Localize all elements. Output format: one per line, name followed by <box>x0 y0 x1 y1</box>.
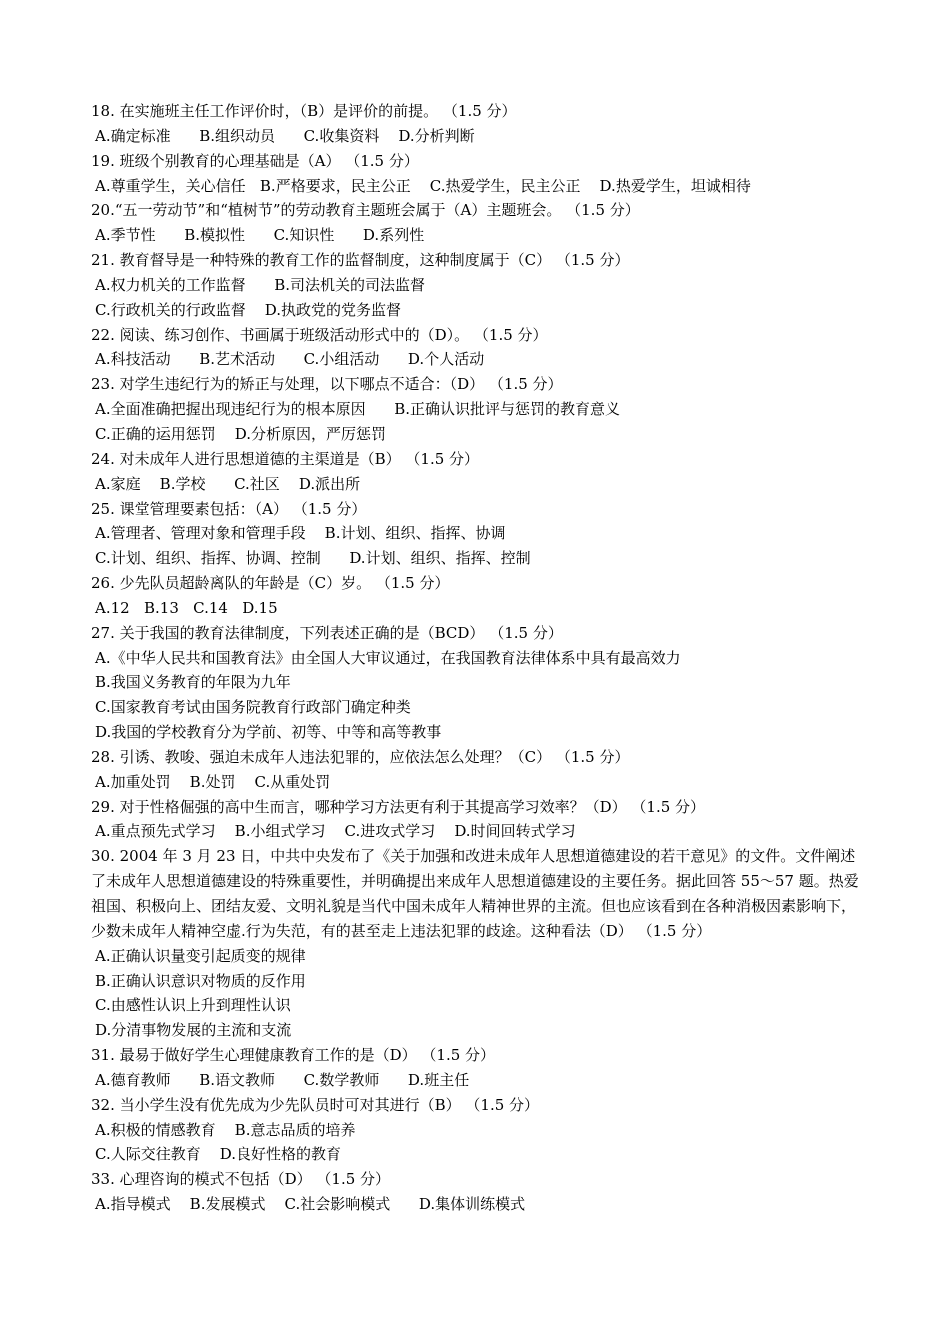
answer-options: A.确定标准 B.组织动员 C.收集资料 D.分析判断 <box>95 126 475 145</box>
question-text: 27. 关于我国的教育法律制度，下列表述正确的是（BCD） （1.5 分） <box>91 623 563 642</box>
question-text: 31. 最易于做好学生心理健康教育工作的是（D） （1.5 分） <box>91 1046 496 1065</box>
answer-options: D.我国的学校教育分为学前、初等、中等和高等教事 <box>95 723 442 742</box>
question-text: 33. 心理咨询的模式不包括（D） （1.5 分） <box>91 1170 391 1189</box>
answer-options: A.管理者、管理对象和管理手段 B.计划、组织、指挥、协调 <box>95 524 506 543</box>
answer-options: A.重点预先式学习 B.小组式学习 C.进攻式学习 D.时间回转式学习 <box>95 822 576 841</box>
question-text: 20.“五一劳动节”和“植树节”的劳动教育主题班会属于（A）主题班会。 （1.5 分） <box>91 201 640 220</box>
answer-options: C.行政机关的行政监督 D.执政党的党务监督 <box>95 300 402 319</box>
question-text: 21. 教育督导是一种特殊的教育工作的监督制度，这种制度属于（C） （1.5 分） <box>91 251 630 270</box>
answer-options: A.家庭 B.学校 C.社区 D.派出所 <box>95 474 361 493</box>
answer-options: B.正确认识意识对物质的反作用 <box>95 971 306 990</box>
answer-options: D.分清事物发展的主流和支流 <box>95 1021 292 1040</box>
answer-options: A.全面准确把握出现违纪行为的根本原因 B.正确认识批评与惩罚的教育意义 <box>95 400 621 419</box>
question-text: 18. 在实施班主任工作评价时，（B）是评价的前提。 （1.5 分） <box>91 102 517 120</box>
answer-options: C.计划、组织、指挥、协调、控制 D.计划、组织、指挥、控制 <box>95 549 531 568</box>
answer-options: A.加重处罚 B.处罚 C.从重处罚 <box>95 772 331 791</box>
question-text: 26. 少先队员超龄离队的年龄是（C）岁。 （1.5 分） <box>91 574 450 593</box>
answer-options: A.科技活动 B.艺术活动 C.小组活动 D.个人活动 <box>95 350 485 369</box>
answer-options: C.国家教育考试由国务院教育行政部门确定种类 <box>95 698 411 717</box>
answer-options: C.正确的运用惩罚 D.分析原因，严厉惩罚 <box>95 424 387 443</box>
answer-options: A.季节性 B.模拟性 C.知识性 D.系列性 <box>95 226 425 245</box>
answer-options: A.德育教师 B.语文教师 C.数学教师 D.班主任 <box>95 1070 470 1089</box>
answer-options: A.指导模式 B.发展模式 C.社会影响模式 D.集体训练模式 <box>95 1195 526 1214</box>
answer-options: A.正确认识量变引起质变的规律 <box>95 946 306 965</box>
question-text: 24. 对未成年人进行思想道德的主渠道是（B） （1.5 分） <box>91 449 480 468</box>
question-text: 19. 班级个别教育的心理基础是（A） （1.5 分） <box>91 151 419 170</box>
answer-options: A.《中华人民共和国教育法》由全国人大审议通过，在我国教育法律体系中具有最高效力 <box>95 648 681 667</box>
question-text: 28. 引诱、教唆、强迫未成年人违法犯罪的，应依法怎么处理？（C） （1.5 分） <box>91 747 630 766</box>
answer-options: B.我国义务教育的年限为九年 <box>95 673 291 692</box>
question-text: 29. 对于性格倔强的高中生而言，哪种学习方法更有利于其提高学习效率？（D） （1.5 分） <box>91 797 706 816</box>
question-paragraph: 30. 2004 年 3 月 23 日，中共中央发布了《关于加强和改进未成年人思想道德建设的若干意见》的文件。文件阐述了未成年人思想道德建设的特殊重要性，并明确提出来成年人思想道德建设的主要任务。据此回答 55～57 题。热爱祖国、积极向上、团结友爱、文明礼貌是当代中国未成年人精神世界的主流。但也应该看到在各种消极因素影响下，少数未成年人精神空虚.行为失范，有的甚至走上违法犯罪的歧途。这种看法（D） （1.5 分） <box>91 847 859 940</box>
answer-options: A.12 B.13 C.14 D.15 <box>95 598 278 617</box>
question-text: 23. 对学生违纪行为的矫正与处理，以下哪点不适合：（D） （1.5 分） <box>91 375 563 394</box>
answer-options: C.由感性认识上升到理性认识 <box>95 996 291 1015</box>
answer-options: A.尊重学生，关心信任 B.严格要求，民主公正 C.热爱学生，民主公正 D.热爱学生，坦诚相待 <box>95 176 751 195</box>
question-text: 25. 课堂管理要素包括：（A） （1.5 分） <box>91 499 367 518</box>
answer-options: A.权力机关的工作监督 B.司法机关的司法监督 <box>95 275 426 294</box>
question-text: 32. 当小学生没有优先成为少先队员时可对其进行（B） （1.5 分） <box>91 1095 540 1114</box>
answer-options: C.人际交往教育 D.良好性格的教育 <box>95 1145 342 1164</box>
question-text: 22. 阅读、练习创作、书画属于班级活动形式中的（D）。 （1.5 分） <box>91 325 548 344</box>
answer-options: A.积极的情感教育 B.意志品质的培养 <box>95 1120 356 1139</box>
